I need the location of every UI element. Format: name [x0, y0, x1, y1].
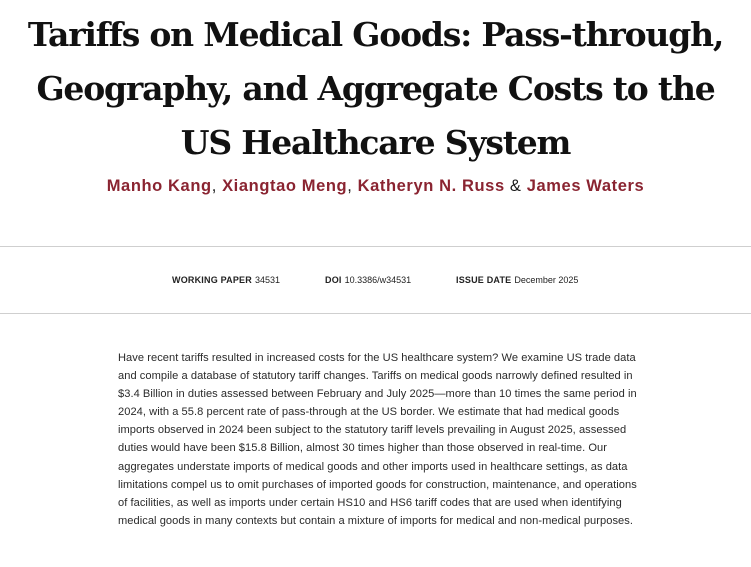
divider-top	[0, 246, 751, 247]
author-link-xiangtao-meng[interactable]: Xiangtao Meng	[222, 177, 348, 195]
author-separator: &	[504, 177, 527, 195]
abstract-text: Have recent tariffs resulted in increased costs for the US healthcare system? We examine US trade data and compile a database of statutory tariff changes. Tariffs on medical goods narrowly defined resulted in $3.4 Billion in duties assessed between February and July 2025—more than 10 times the same period in 2024, with a 55.8 percent rate of pass-through at the US border. We estimate that had medical goods imports observed in 2024 been subject to the statutory tariff levels prevailing in August 2025, assessed duties would have been $15.8 Billion, almost 30 times higher than those observed in real-time. Our aggregates understate imports of medical goods and other imports used in healthcare settings, as data limitations compel us to omit purchases of imported goods for construction, maintenance, and operations of facilities, as well as imports under certain HS10 and HS6 tariff codes that are used when identifying medical goods in many contexts but contain a mixture of imports for medical and non-medical purposes.	[118, 352, 637, 527]
working-paper-number: 34531	[254, 275, 280, 285]
working-paper-info	[172, 274, 280, 286]
paper-title: Tariffs on Medical Goods: Pass-through, Geography, and Aggregate Costs to the US Healthcare System	[27, 15, 724, 162]
doi-label: DOI	[325, 275, 342, 285]
working-paper-label: WORKING PAPER	[172, 275, 252, 285]
author-link-james-waters[interactable]: James Waters	[526, 177, 645, 195]
issue-date-value: December 2025	[514, 275, 579, 285]
issue-date-info	[456, 274, 578, 286]
author-list	[100, 175, 651, 198]
author-link-manho-kang[interactable]: Manho Kang	[106, 177, 212, 195]
author-separator: ,	[211, 177, 223, 195]
divider-bottom	[0, 313, 751, 314]
issue-date-label: ISSUE DATE	[456, 275, 512, 285]
author-separator: ,	[347, 177, 358, 195]
doi-link[interactable]: 10.3386/w34531	[344, 275, 412, 285]
author-link-katheryn-russ[interactable]: Katheryn N. Russ	[357, 177, 505, 195]
doi-info	[325, 274, 411, 286]
